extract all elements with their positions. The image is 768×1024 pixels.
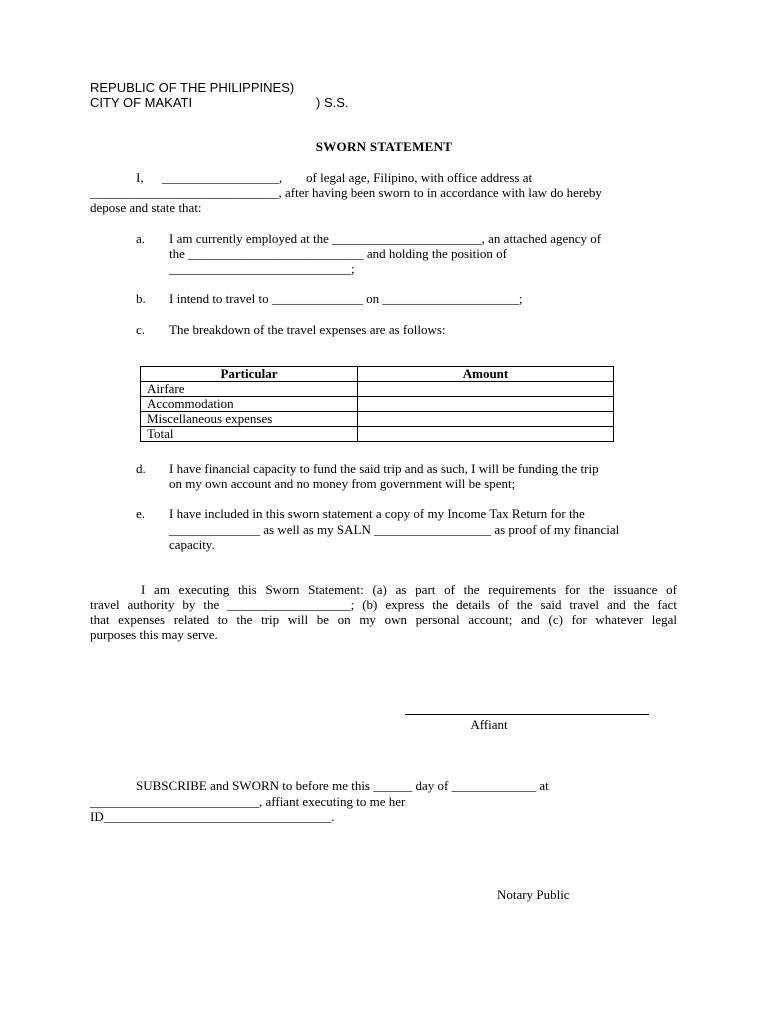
item-d-line2: on my own account and no money from government will be spent;	[169, 476, 516, 491]
item-e-line1: I have included in this sworn statement a copy of my Income Tax Return for the	[169, 506, 585, 521]
table-cell-particular: Miscellaneous expenses	[141, 412, 358, 427]
closing-line2	[90, 597, 677, 613]
expenses-table	[140, 366, 614, 442]
item-e-line3: capacity.	[169, 537, 215, 552]
item-b-letter: b.	[136, 291, 146, 306]
closing-text-1: I am executing this Sworn Statement: (a) as part of the requirements for the issuance of	[141, 582, 677, 597]
table-row	[141, 397, 614, 412]
closing-line1	[141, 582, 677, 598]
table-cell-amount	[358, 397, 614, 412]
table-cell-particular: Airfare	[141, 382, 358, 397]
intro-name-blank: __________________,	[162, 170, 283, 185]
table-cell-particular: Total	[141, 427, 358, 442]
item-a-line2: the ___________________________ and holding the position of	[169, 246, 507, 261]
header-ss: ) S.S.	[316, 95, 349, 110]
table-cell-particular: Accommodation	[141, 397, 358, 412]
table-row	[141, 427, 614, 442]
notary-public-label: Notary Public	[497, 887, 570, 902]
item-c-line1: The breakdown of the travel expenses are as follows:	[169, 322, 446, 337]
intro-line3: depose and state that:	[90, 200, 202, 215]
table-header-amount: Amount	[358, 367, 614, 382]
table-cell-amount	[358, 382, 614, 397]
affiant-label: Affiant	[470, 717, 508, 732]
item-b-line1: I intend to travel to ______________ on _____________________;	[169, 291, 523, 306]
closing-text-2: travel authority by the ___________________; (b) express the details of the said travel and the fact	[90, 597, 677, 612]
item-a-letter: a.	[136, 231, 146, 246]
item-e-letter: e.	[136, 506, 146, 521]
intro-i: I,	[136, 170, 144, 185]
table-header-row	[141, 367, 614, 382]
item-a-line3: ____________________________;	[169, 261, 355, 276]
item-d-line1: I have financial capacity to fund the said trip and as such, I will be funding the trip	[169, 461, 599, 476]
table-header-particular: Particular	[141, 367, 358, 382]
item-a-line1: I am currently employed at the _______________________, an attached agency of	[169, 231, 602, 246]
table-row	[141, 412, 614, 427]
intro-line2: _____________________________, after having been sworn to in accordance with law do hereby	[90, 185, 602, 200]
header-republic: REPUBLIC OF THE PHILIPPINES)	[90, 80, 295, 95]
table-row	[141, 382, 614, 397]
table-cell-amount	[358, 412, 614, 427]
header-city: CITY OF MAKATI	[90, 95, 193, 110]
item-d-letter: d.	[136, 461, 146, 476]
closing-text-4: purposes this may serve.	[90, 627, 218, 642]
intro-line1-rest: of legal age, Filipino, with office address at	[306, 170, 533, 185]
item-e-line2: ______________ as well as my SALN __________________ as proof of my financial	[169, 522, 620, 537]
item-c-letter: c.	[136, 322, 146, 337]
document-title: SWORN STATEMENT	[315, 139, 453, 154]
jurat-line2: __________________________, affiant executing to me her	[90, 794, 406, 809]
affiant-signature-line	[405, 714, 649, 715]
closing-line3	[90, 612, 677, 628]
jurat-line3: ID___________________________________.	[90, 809, 335, 824]
table-cell-amount	[358, 427, 614, 442]
jurat-line1: SUBSCRIBE and SWORN to before me this ______ day of _____________ at	[136, 778, 549, 793]
closing-text-3: that expenses related to the trip will be on my own personal account; and (c) for whatever legal	[90, 612, 677, 627]
